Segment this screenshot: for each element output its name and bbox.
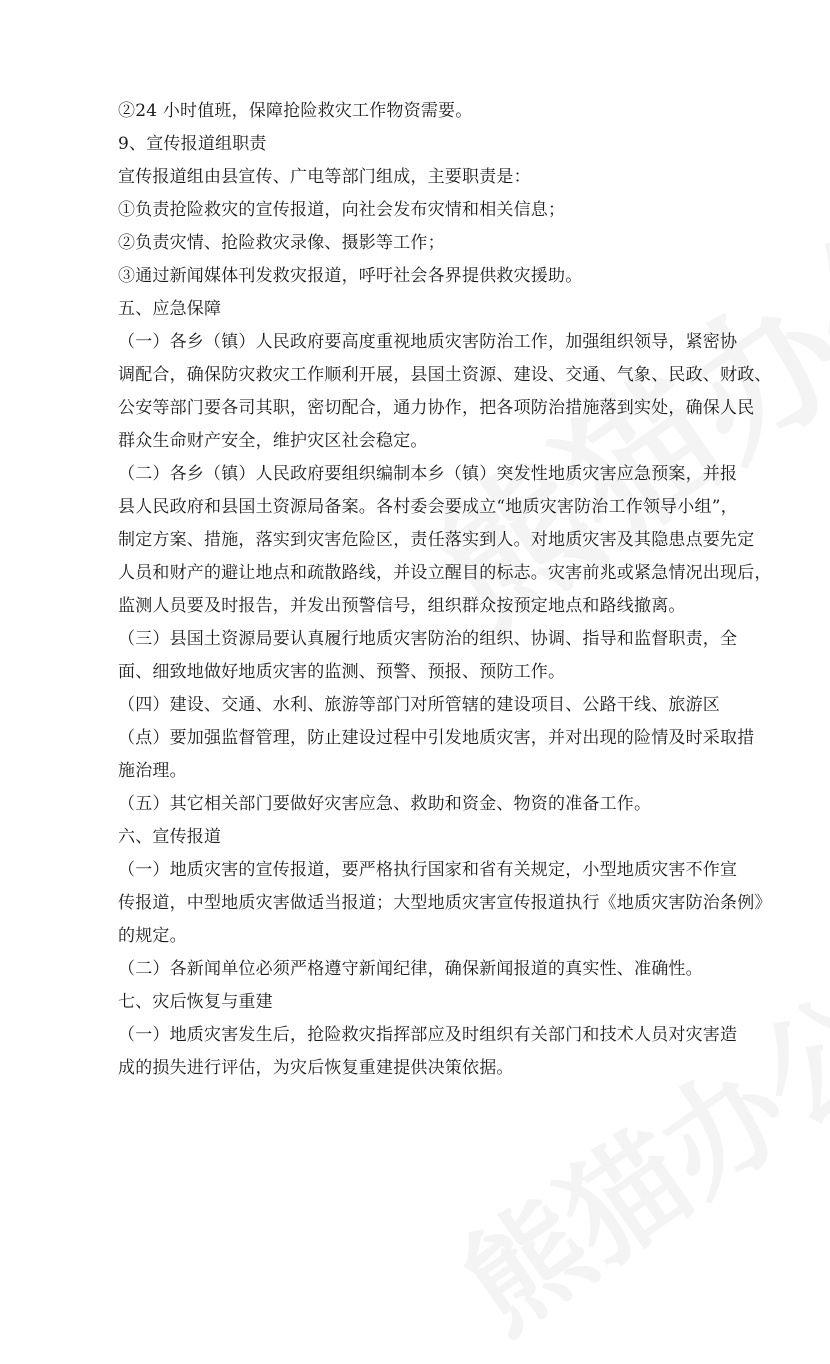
- list-item: ②负责灾情、抢险救灾录像、摄影等工作；: [118, 233, 445, 253]
- text-line: （一）各乡（镇）人民政府要高度重视地质灾害防治工作，加强组织领导，紧密协: [118, 332, 738, 352]
- text-line: （一）地质灾害的宣传报道，要严格执行国家和省有关规定，小型地质灾害不作宣: [118, 860, 738, 880]
- text-line: 成的损失进行评估，为灾后恢复重建提供决策依据。: [118, 1058, 514, 1078]
- text-line: （三）县国土资源局要认真履行地质灾害防治的组织、协调、指导和监督职责，全: [118, 629, 738, 649]
- list-item: ③通过新闻媒体刊发救灾报道，呼吁社会各界提供救灾援助。: [118, 266, 583, 286]
- text-line: 人员和财产的避让地点和疏散路线，并设立醒目的标志。灾害前兆或紧急情况出现后，: [118, 563, 772, 583]
- text-line: 县人民政府和县国土资源局备案。各村委会要成立“地质灾害防治工作领导小组”，: [118, 497, 738, 517]
- section-heading: 五、应急保障: [118, 299, 222, 319]
- text-line: （二）各乡（镇）人民政府要组织编制本乡（镇）突发性地质灾害应急预案，并报: [118, 464, 738, 484]
- text-line: （一）地质灾害发生后，抢险救灾指挥部应及时组织有关部门和技术人员对灾害造: [118, 1025, 738, 1045]
- text-line: 宣传报道组由县宣传、广电等部门组成，主要职责是：: [118, 167, 531, 187]
- text-line: （四）建设、交通、水利、旅游等部门对所管辖的建设项目、公路干线、旅游区: [118, 695, 720, 715]
- text-line: （二）各新闻单位必须严格遵守新闻纪律，确保新闻报道的真实性、准确性。: [118, 959, 703, 979]
- section-heading: 七、灾后恢复与重建: [118, 992, 273, 1012]
- text-line: ②24 小时值班，保障抢险救灾工作物资需要。: [118, 101, 473, 121]
- text-line: （五）其它相关部门要做好灾害应急、救助和资金、物资的准备工作。: [118, 794, 652, 814]
- text-line: 调配合，确保防灾救灾工作顺利开展，县国土资源、建设、交通、气象、民政、财政、: [118, 365, 772, 385]
- text-line: 施治理。: [118, 761, 187, 781]
- text-line: （点）要加强监督管理，防止建设过程中引发地质灾害，并对出现的险情及时采取措: [118, 728, 755, 748]
- text-line: 公安等部门要各司其职，密切配合，通力协作，把各项防治措施落到实处，确保人民: [118, 398, 755, 418]
- text-line: 面、细致地做好地质灾害的监测、预警、预报、预防工作。: [118, 662, 566, 682]
- section-heading: 9、宣传报道组职责: [118, 134, 267, 154]
- text-line: 传报道，中型地质灾害做适当报道；大型地质灾害宣传报道执行《地质灾害防治条例》: [118, 893, 772, 913]
- text-line: 的规定。: [118, 926, 187, 946]
- text-line: 监测人员要及时报告，并发出预警信号，组织群众按预定地点和路线撤离。: [118, 596, 686, 616]
- text-line: 群众生命财产安全，维护灾区社会稳定。: [118, 431, 428, 451]
- text-line: 制定方案、措施，落实到灾害危险区，责任落实到人。对地质灾害及其隐患点要先定: [118, 530, 755, 550]
- section-heading: 六、宣传报道: [118, 827, 222, 847]
- list-item: ①负责抢险救灾的宣传报道，向社会发布灾情和相关信息；: [118, 200, 566, 220]
